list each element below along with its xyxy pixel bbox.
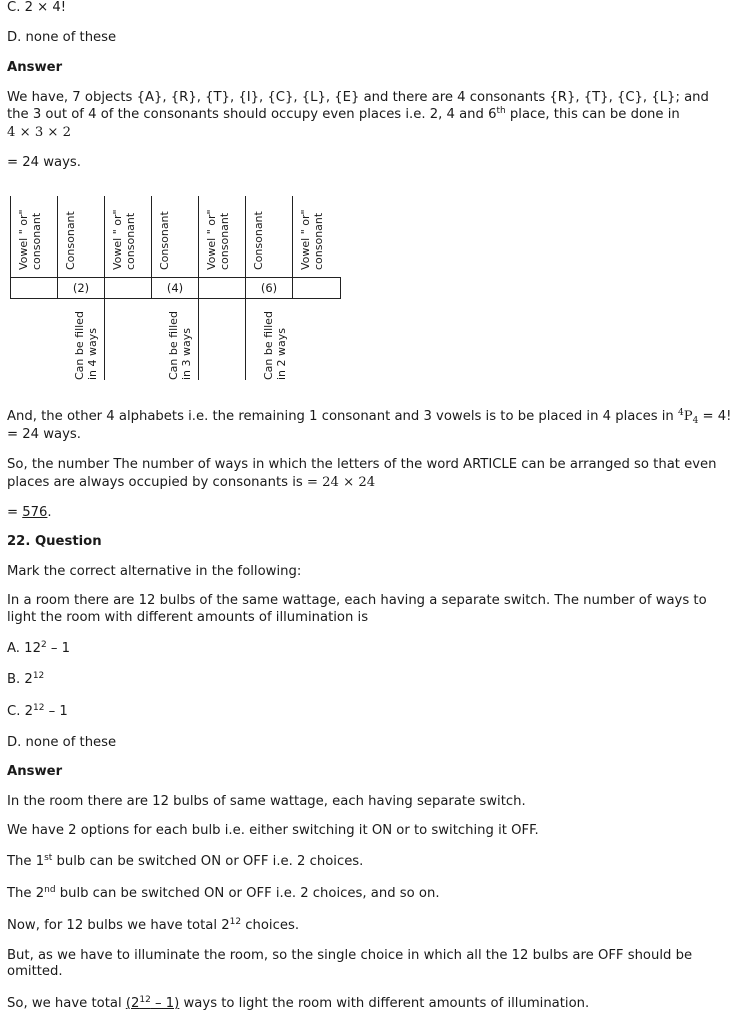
diagram-top-label-line: consonant (312, 212, 325, 270)
q21-final-result: = 576. (7, 505, 52, 520)
diagram-top-label-line: Consonant (158, 211, 171, 270)
q22-heading: 22. Question (7, 534, 102, 549)
place-box (11, 278, 58, 298)
q22-sentence-7: So, we have total $(2^{12} - 1)$ ways to light the room with different amounts of illumination. (7, 995, 590, 1011)
diagram-divider (245, 298, 246, 380)
diagram-divider (10, 196, 11, 277)
q22-stem-line2: light the room with different amounts of illumination is (7, 610, 369, 625)
q22-instruction: Mark the correct alternative in the following: (7, 564, 302, 579)
diagram-top-label (111, 209, 137, 270)
q21-para1-line2: the 3 out of 4 of the consonants should occupy even places i.e. 2, 4 and 6th place, this can be done in (7, 106, 680, 122)
diagram-top-label-line: consonant (218, 212, 231, 270)
diagram-bottom-label-line: Can be filled (262, 311, 275, 380)
q22-sentence-3: The 1st bulb can be switched ON or OFF i.e. 2 choices. (7, 853, 364, 869)
diagram-top-label (252, 211, 265, 270)
q21-para1-line1: We have, 7 objects {A}, {R}, {T}, {I}, {C}, {L}, {E} and there are 4 consonants {R}, {T}, {C}, {L}; and (7, 90, 709, 105)
q21-para2-line1: And, the other 4 alphabets i.e. the remaining 1 consonant and 3 vowels is to be placed in 4 places in $^4P_4 = 4$! (7, 408, 732, 426)
diagram-divider (104, 196, 105, 277)
diagram-divider (151, 196, 152, 277)
diagram-top-label-line: consonant (30, 212, 43, 270)
diagram-top-label (17, 209, 43, 270)
q22-sentence-6-line1: But, as we have to illuminate the room, so the single choice in which all the 12 bulbs are OFF should be (7, 948, 693, 963)
q21-para3-line2: places are always occupied by consonants is = 24 × 24 (7, 475, 376, 490)
diagram-bottom-label (73, 311, 99, 380)
q21-option-d: D. none of these (7, 30, 117, 45)
diagram-top-label (64, 211, 77, 270)
place-box: (2) (58, 278, 105, 298)
q21-expression-1: 4 × 3 × 2 (7, 125, 72, 140)
q22-answer-heading: Answer (7, 764, 63, 779)
q22-sentence-2: We have 2 options for each bulb i.e. either switching it ON or to switching it OFF. (7, 823, 539, 838)
q22-option-a: A. $12^2 - 1$ (7, 640, 71, 656)
diagram-top-label (299, 209, 325, 270)
diagram-top-label-line: Vowel " or" (205, 209, 218, 270)
diagram-top-label-line: Vowel " or" (111, 209, 124, 270)
diagram-divider (245, 196, 246, 277)
diagram-top-label-line: Vowel " or" (17, 209, 30, 270)
diagram-bottom-label-line: in 2 ways (275, 328, 288, 380)
q22-sentence-6-line2: omitted. (7, 964, 63, 979)
diagram-top-label-line: Consonant (64, 211, 77, 270)
diagram-divider (57, 196, 58, 277)
diagram-divider (292, 196, 293, 277)
q22-stem-line1: In a room there are 12 bulbs of the same wattage, each having a separate switch. The number of ways to (7, 593, 707, 608)
diagram-top-label (205, 209, 231, 270)
q22-option-d: D. none of these (7, 735, 117, 750)
q22-sentence-4: The 2nd bulb can be switched ON or OFF i.e. 2 choices, and so on. (7, 885, 440, 901)
places-diagram (0, 190, 360, 390)
diagram-bottom-label (262, 311, 288, 380)
q21-para2-line2: = 24 ways. (7, 427, 81, 442)
q21-para3-line1: So, the number The number of ways in which the letters of the word ARTICLE can be arranged so that even (7, 457, 717, 472)
place-box: (6) (246, 278, 293, 298)
places-row (10, 277, 341, 299)
place-box (105, 278, 152, 298)
diagram-divider (104, 298, 105, 380)
place-box: (4) (152, 278, 199, 298)
diagram-top-label (158, 211, 171, 270)
diagram-divider (198, 298, 199, 380)
diagram-bottom-label-line: Can be filled (167, 311, 180, 380)
diagram-bottom-label-line: Can be filled (73, 311, 86, 380)
q21-option-c: C. 2 × 4! (7, 0, 67, 15)
q22-option-b: B. $2^{12}$ (7, 671, 45, 687)
q22-sentence-5: Now, for 12 bulbs we have total $2^{12}$ choices. (7, 917, 300, 933)
diagram-bottom-label (167, 311, 193, 380)
diagram-bottom-label-line: in 4 ways (86, 328, 99, 380)
place-box (199, 278, 246, 298)
q21-result-1: = 24 ways. (7, 155, 81, 170)
diagram-top-label-line: Vowel " or" (299, 209, 312, 270)
q21-answer-heading: Answer (7, 60, 63, 75)
diagram-divider (198, 196, 199, 277)
diagram-bottom-label-line: in 3 ways (180, 328, 193, 380)
q22-option-c: C. $2^{12} - 1$ (7, 703, 68, 719)
diagram-top-label-line: Consonant (252, 211, 265, 270)
q22-sentence-1: In the room there are 12 bulbs of same wattage, each having separate switch. (7, 794, 526, 809)
diagram-top-label-line: consonant (124, 212, 137, 270)
place-box (293, 278, 340, 298)
